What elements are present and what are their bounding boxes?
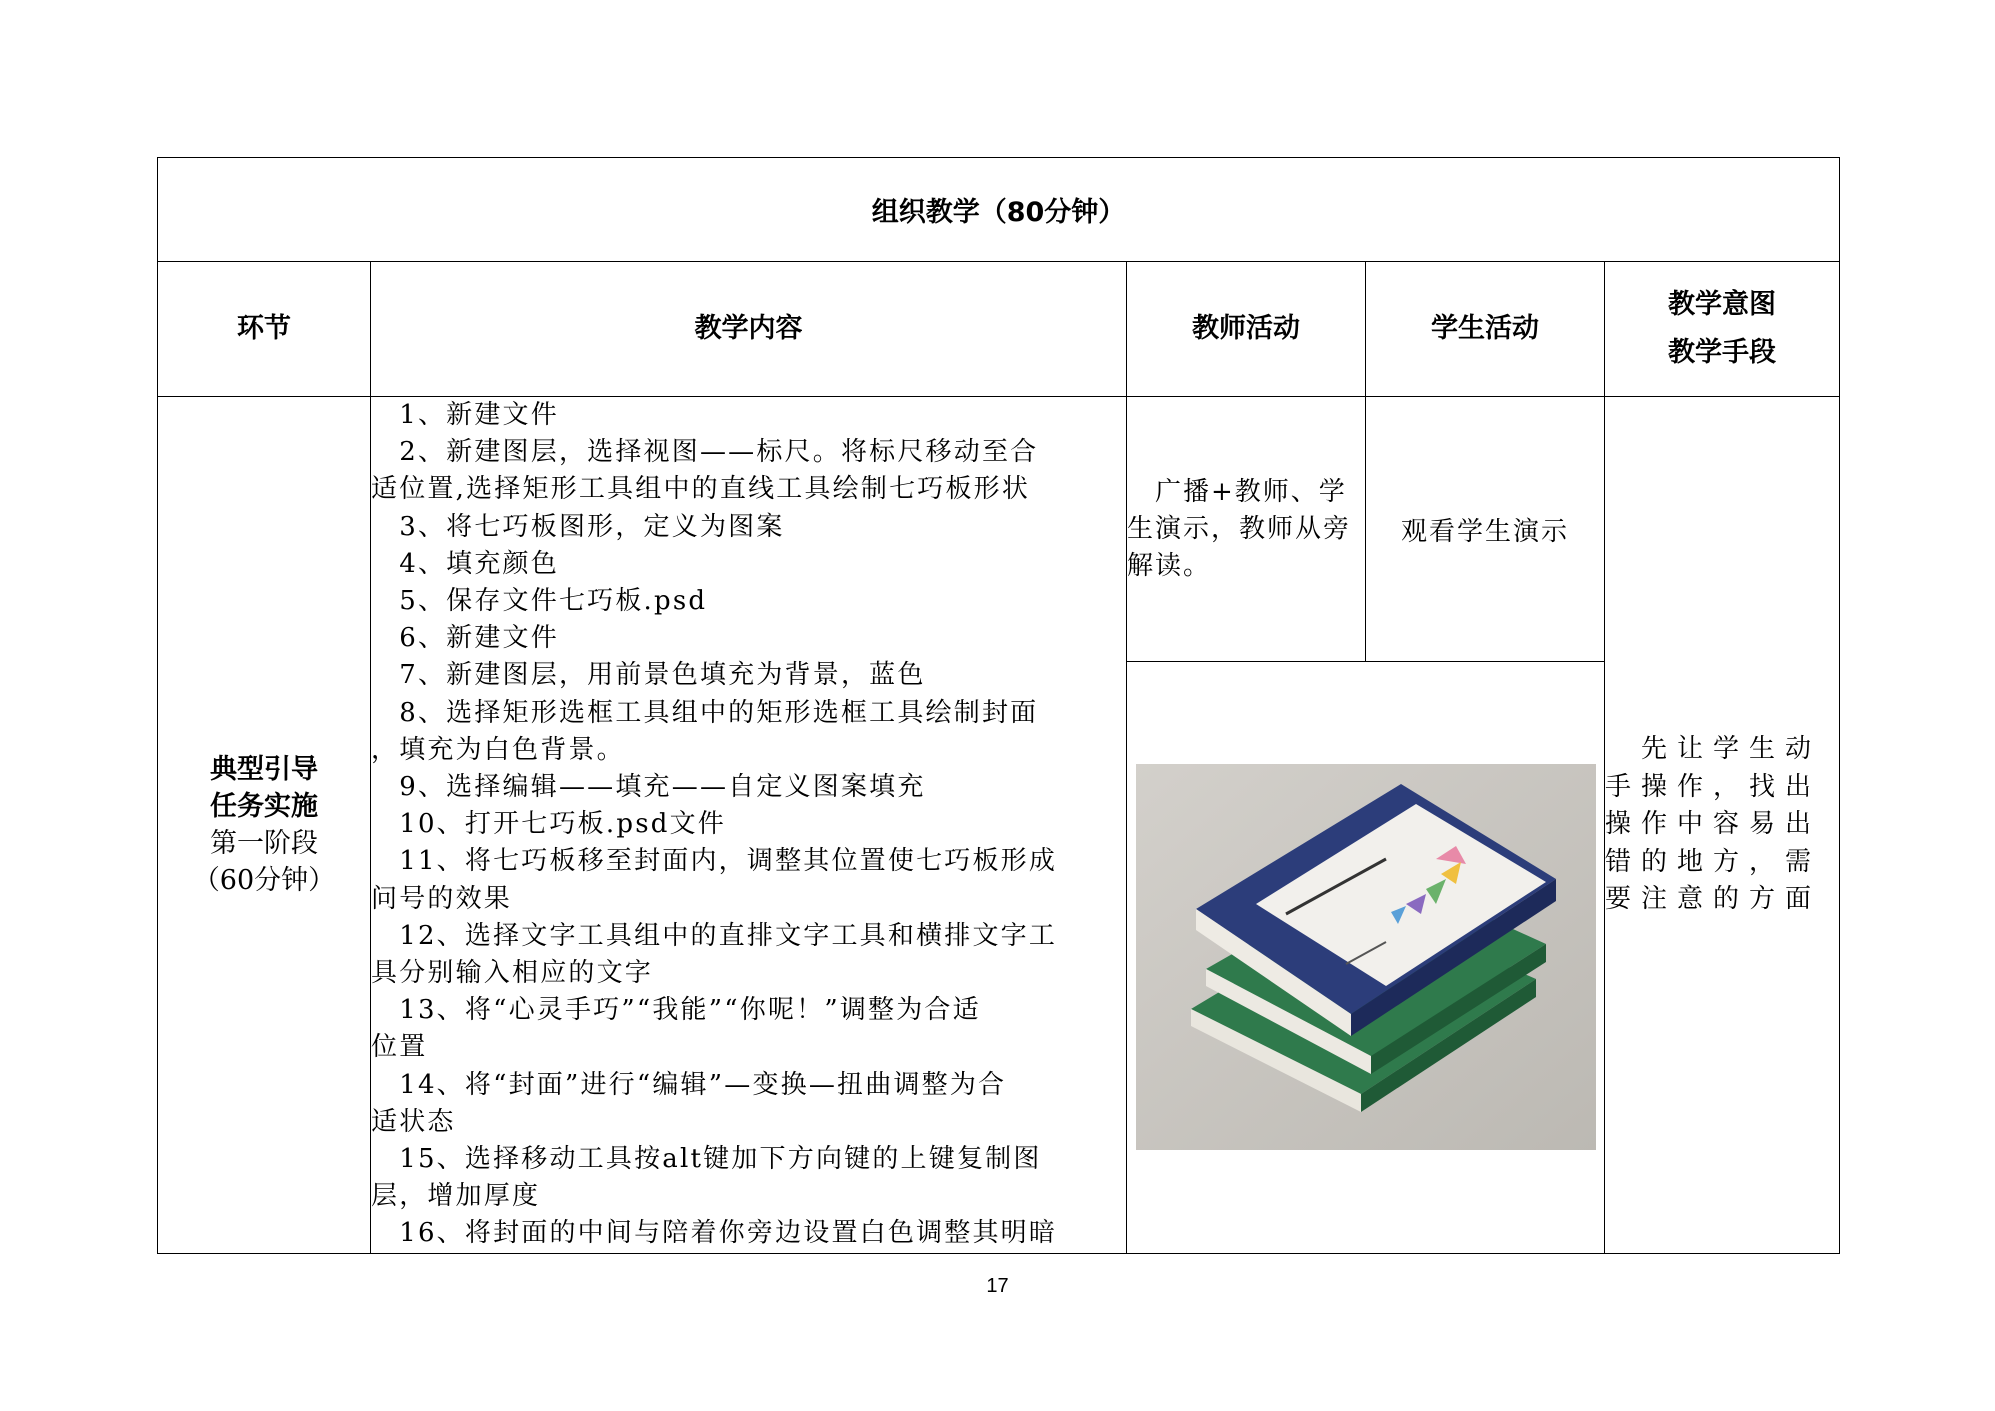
content-line: 12、选择文字工具组中的直排文字工具和横排文字工 <box>371 920 1058 951</box>
content-line: 6、新建文件 <box>371 623 559 654</box>
header-student: 学生活动 <box>1366 262 1605 397</box>
content-line: 11、将七巧板移至封面内，调整其位置使七巧板形成 <box>371 846 1058 877</box>
content-lines <box>371 397 1126 1253</box>
image-cell <box>1127 662 1605 1254</box>
content-line: 位置 <box>371 1032 428 1063</box>
content-line: 问号的效果 <box>371 883 513 914</box>
content-line: 9、选择编辑——填充——自定义图案填充 <box>371 772 926 803</box>
content-line: 15、选择移动工具按alt键加下方向键的上键复制图 <box>371 1144 1042 1175</box>
content-line: 13、将“心灵手巧”“我能”“你呢！”调整为合适 <box>371 995 981 1026</box>
header-intent-line1: 教学意图 <box>1668 289 1777 320</box>
header-teacher: 教师活动 <box>1127 262 1366 397</box>
content-line: 2、新建图层，选择视图——标尺。将标尺移动至合 <box>371 437 1039 468</box>
header-row <box>158 262 1840 397</box>
header-intent <box>1605 262 1840 397</box>
content-line: 16、将封面的中间与陪着你旁边设置白色调整其明暗 <box>371 1218 1058 1249</box>
content-line: 3、将七巧板图形，定义为图案 <box>371 511 785 542</box>
content-line: 层，增加厚度 <box>371 1181 541 1212</box>
stage-line1: 典型引导 <box>210 753 318 785</box>
content-line: 具分别输入相应的文字 <box>371 958 654 989</box>
lesson-plan-table <box>157 157 1840 1254</box>
stage-line4: （60分钟） <box>192 864 336 896</box>
content-line: 8、选择矩形选框工具组中的矩形选框工具绘制封面 <box>371 697 1039 728</box>
content-line: 适位置,选择矩形工具组中的直线工具绘制七巧板形状 <box>371 474 1031 505</box>
header-content: 教学内容 <box>371 262 1127 397</box>
intent-cell: 先让学生动手操作，找出操作中容易出错的地方，需要注意的方面 <box>1605 397 1840 1254</box>
content-cell <box>371 397 1127 1254</box>
content-line: 10、打开七巧板.psd文件 <box>371 809 726 840</box>
book-stack-photo <box>1136 764 1596 1150</box>
teacher-activity: 广播+教师、学生演示，教师从旁解读。 <box>1127 397 1366 662</box>
stage-line2: 任务实施 <box>210 790 318 822</box>
header-stage: 环节 <box>158 262 371 397</box>
title-row <box>158 158 1840 262</box>
content-line: ，填充为白色背景。 <box>371 734 625 765</box>
stage-cell <box>158 397 371 1254</box>
page-number: 17 <box>986 1275 1009 1297</box>
content-line: 适状态 <box>371 1106 456 1137</box>
student-activity: 观看学生演示 <box>1366 397 1605 662</box>
stage-line3: 第一阶段 <box>210 827 318 859</box>
table-title: 组织教学（80分钟） <box>158 158 1840 262</box>
content-line: 14、将“封面”进行“编辑”—变换—扭曲调整为合 <box>371 1069 1007 1100</box>
content-line: 5、保存文件七巧板.psd <box>371 586 708 617</box>
header-intent-line2: 教学手段 <box>1668 337 1777 368</box>
body-row-top <box>158 397 1840 662</box>
content-line: 4、填充颜色 <box>371 548 559 579</box>
content-line: 7、新建图层，用前景色填充为背景，蓝色 <box>371 660 926 691</box>
content-line: 1、新建文件 <box>371 400 559 430</box>
